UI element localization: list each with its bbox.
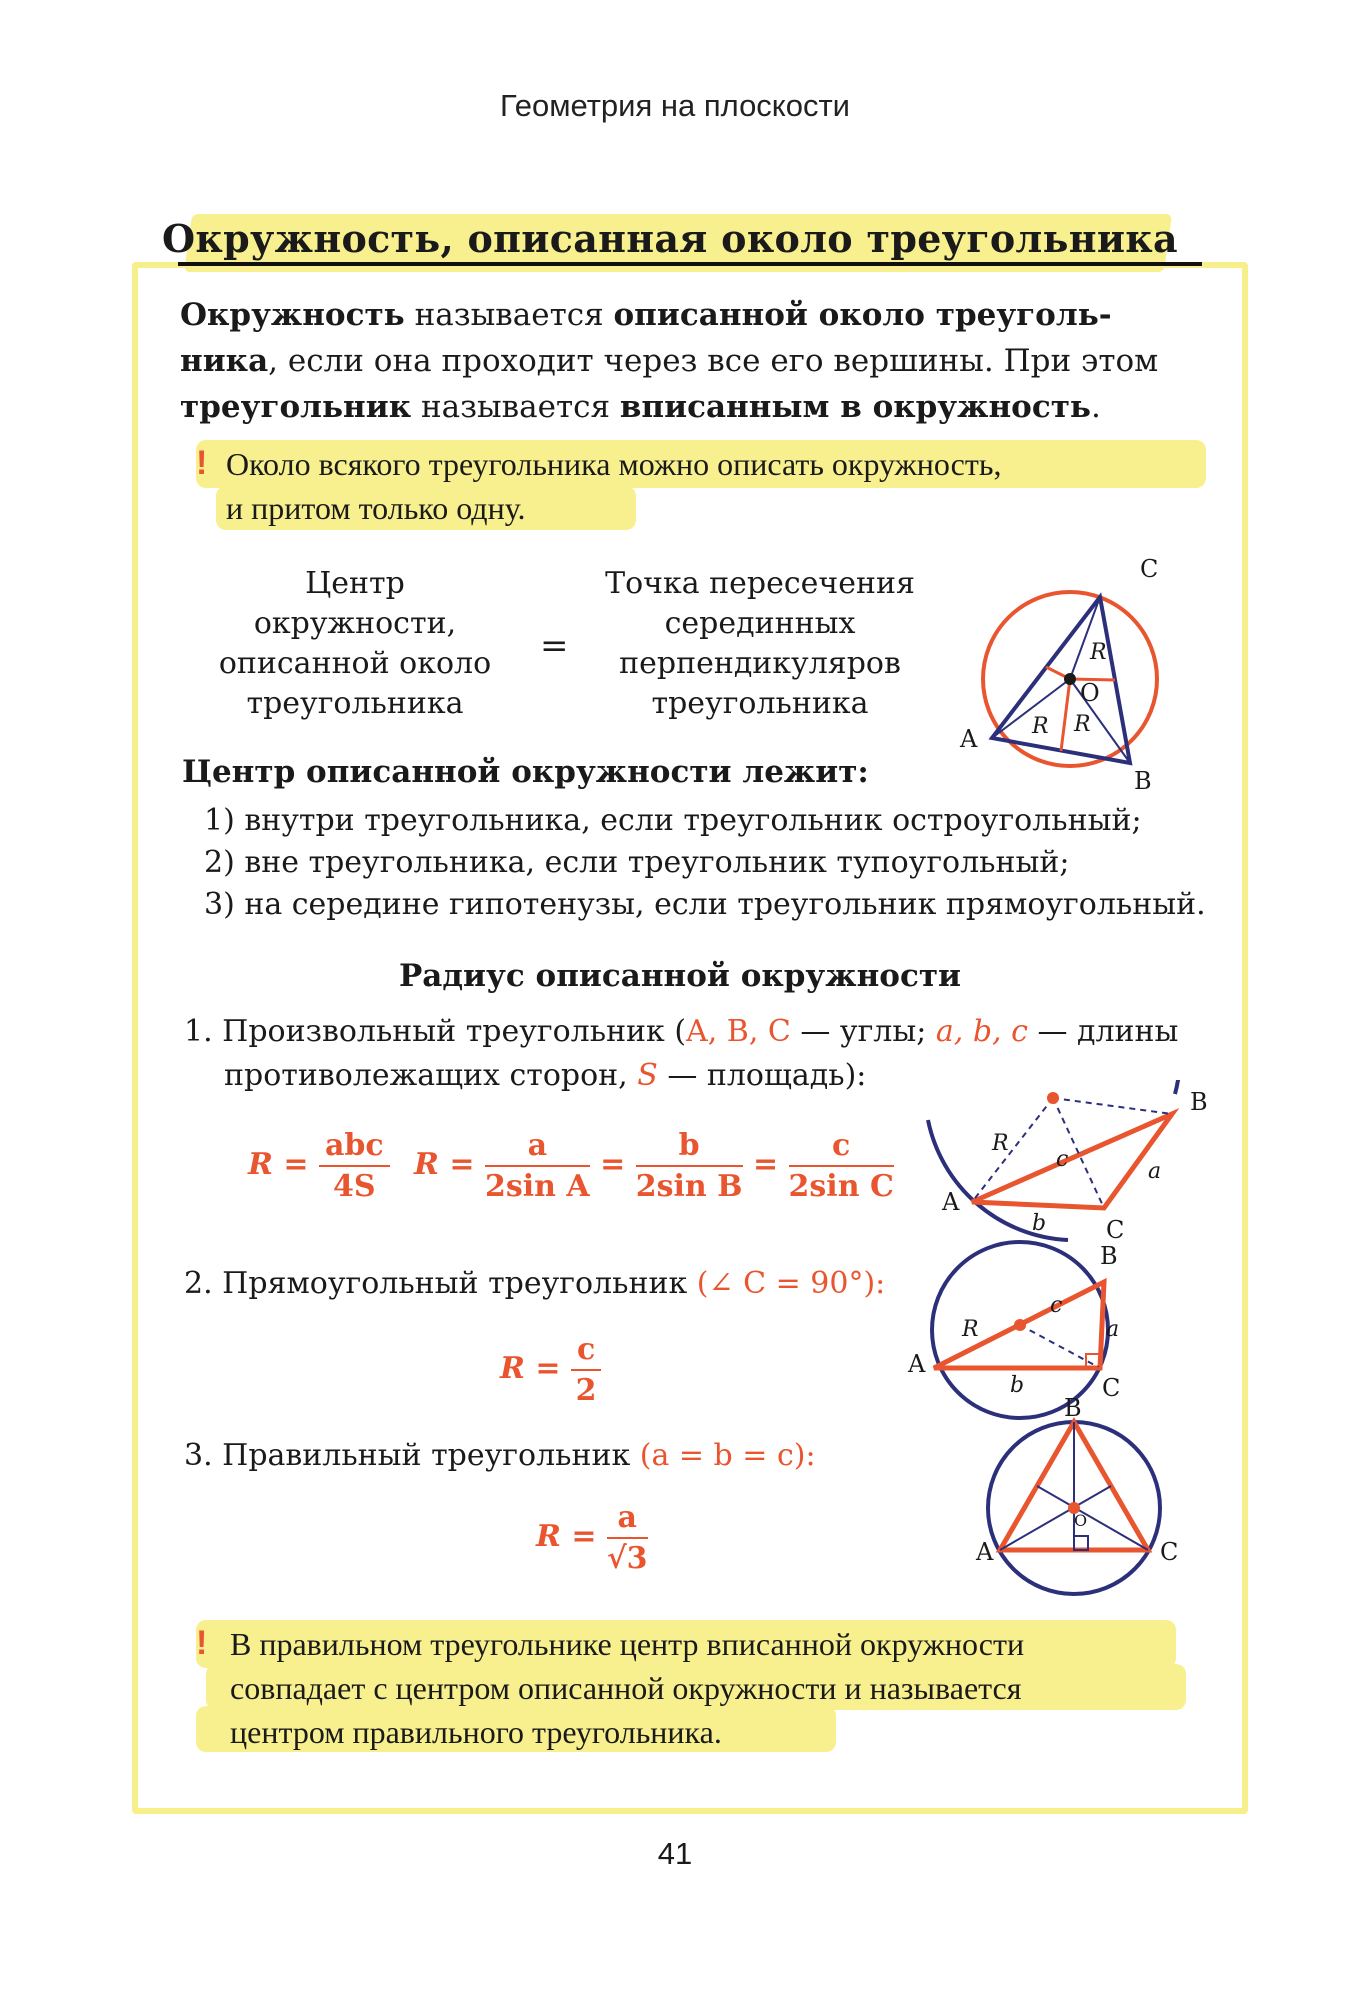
formula-sine-law: R = $\frac{a}{\text{2sin A}}$ = $\frac{b}{\text{2sin B}}$ = $\frac{c}{\text{2sin C}}$ bbox=[414, 1128, 894, 1204]
label-r: R bbox=[962, 1317, 979, 1342]
label-a: A bbox=[908, 1350, 926, 1378]
label-o: O bbox=[1080, 679, 1100, 707]
label-b: B bbox=[1190, 1088, 1208, 1116]
label-r2: R bbox=[1032, 714, 1049, 739]
figure-equilateral-triangle bbox=[970, 1398, 1190, 1614]
note2-exclamation-icon: ! bbox=[196, 1624, 208, 1662]
definition-line-1: Окружность называется описанной около треуголь- bbox=[180, 297, 1112, 333]
label-b: B bbox=[1134, 767, 1152, 795]
radius-heading: Радиус описанной окружности bbox=[398, 958, 962, 994]
page-title: Окружность, описанная около треугольника bbox=[162, 216, 1178, 261]
center-point bbox=[1064, 673, 1076, 685]
label-b: B bbox=[1100, 1242, 1118, 1270]
label-c-side: c bbox=[1050, 1293, 1063, 1318]
formula-right-triangle: R = $\frac{c}{2}$ bbox=[500, 1332, 601, 1408]
list-item: 1) внутри треугольника, если треугольник остроугольный; bbox=[204, 803, 1142, 838]
label-r1: R bbox=[1090, 640, 1107, 665]
running-head: Геометрия на плоскости bbox=[500, 88, 850, 123]
definition-paragraph bbox=[180, 292, 1200, 430]
label-a: A bbox=[976, 1538, 994, 1566]
formula-regular-triangle: R = $\frac{a}{√3}$ bbox=[536, 1500, 648, 1576]
definition-line-3: треугольник называется вписанным в окружность. bbox=[180, 389, 1101, 425]
label-c-side: c bbox=[1056, 1147, 1069, 1172]
label-a-side: a bbox=[1106, 1317, 1120, 1342]
note1-text: Около всякого треугольника можно описать окружность, и притом только одну. bbox=[226, 446, 1002, 526]
label-a: A bbox=[942, 1188, 960, 1216]
label-a-side: a bbox=[1148, 1159, 1162, 1184]
list-item: 3) на середине гипотенузы, если треугольник прямоугольный. bbox=[204, 887, 1206, 922]
figure-arbitrary-triangle bbox=[920, 1080, 1220, 1250]
label-c: C bbox=[1106, 1216, 1125, 1244]
label-o: O bbox=[1074, 1511, 1088, 1530]
label-c: C bbox=[1160, 1538, 1179, 1566]
label-b: B bbox=[1064, 1398, 1082, 1422]
center-location-list bbox=[204, 800, 1214, 926]
definition-line-2: ника, если она проходит через все его вершины. При этом bbox=[180, 343, 1159, 379]
label-b-side: b bbox=[1032, 1211, 1047, 1236]
case2-label: 2. Прямоугольный треугольник (∠ C = 90°): bbox=[184, 1266, 886, 1301]
note1-exclamation-icon: ! bbox=[196, 444, 208, 482]
equation-left: Центр окружности, описанной около треугольника bbox=[218, 566, 492, 721]
formula-abc-4s: R = $\frac{\text{abc}}{4S}$ bbox=[248, 1128, 390, 1204]
label-a: A bbox=[960, 725, 978, 753]
label-r: R bbox=[992, 1131, 1009, 1156]
case1-text: 1. Произвольный треугольник (A, B, C — углы; a, b, c — длины противолежащих сторон, S — площадь): bbox=[184, 1014, 1179, 1093]
center-point bbox=[1047, 1092, 1059, 1104]
label-b-side: b bbox=[1010, 1373, 1025, 1398]
figure-acute-triangle bbox=[950, 555, 1200, 795]
center-point bbox=[1014, 1319, 1026, 1331]
note2-text: В правильном треугольнике центр вписанной окружности совпадает с центром описанной окружности и называется центром правильного треугольника. bbox=[230, 1626, 1025, 1750]
center-location-heading: Центр описанной окружности лежит: bbox=[182, 754, 869, 790]
label-r3: R bbox=[1074, 712, 1091, 737]
page-number: 41 bbox=[657, 1836, 693, 1871]
list-item: 2) вне треугольника, если треугольник тупоугольный; bbox=[204, 845, 1070, 880]
title-underline bbox=[178, 262, 1202, 266]
triangle-abc bbox=[972, 1114, 1172, 1208]
case3-label: 3. Правильный треугольник (a = b = c): bbox=[184, 1438, 816, 1473]
label-c: C bbox=[1102, 1374, 1120, 1402]
equation-right: Точка пересечения серединных перпендикуляров треугольника bbox=[605, 566, 915, 721]
equals-sign: = bbox=[540, 626, 569, 666]
label-c: C bbox=[1140, 555, 1159, 583]
